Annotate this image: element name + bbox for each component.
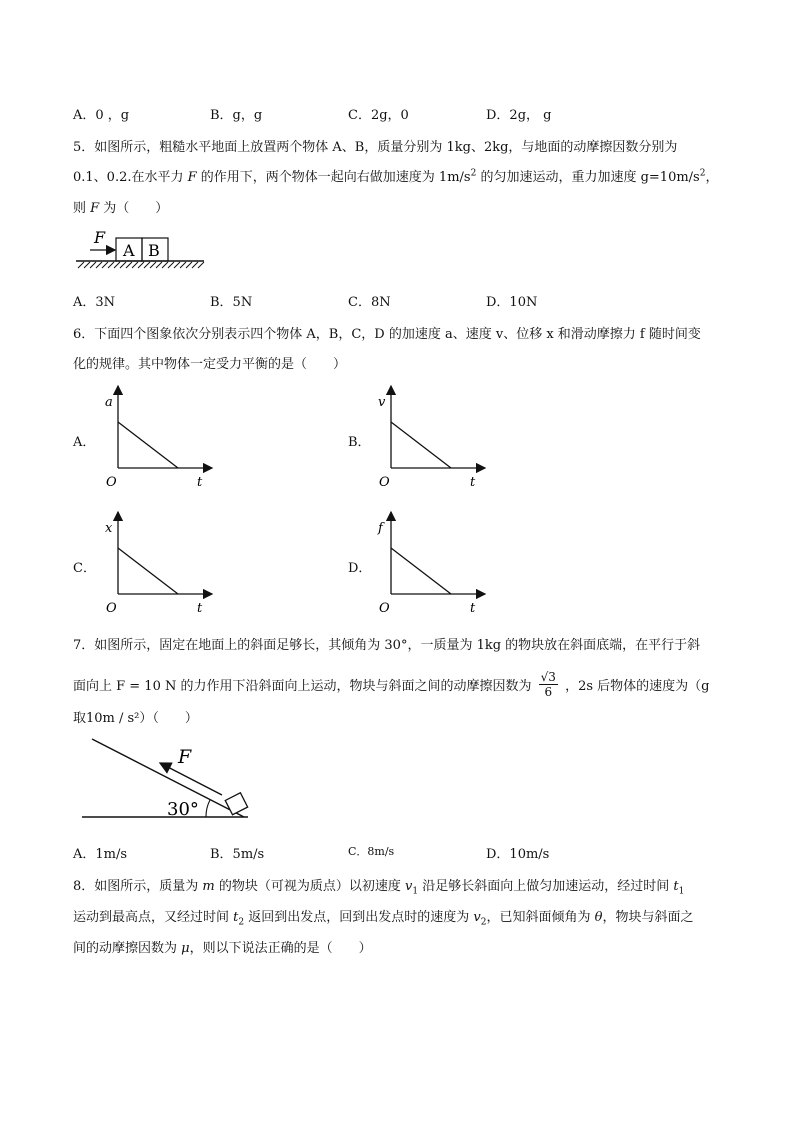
q4-option-c: C．2g，0: [348, 108, 409, 123]
q7-incline-figure: [78, 736, 258, 822]
q6-graph-a-xlabel: t: [197, 475, 203, 490]
q8-line1-part-a: 8．如图所示，质量为: [73, 879, 203, 894]
q6-graph-d-xlabel: t: [470, 601, 476, 616]
q7-option-b: B．5m/s: [210, 847, 265, 862]
q5-option-a: A．3N: [73, 295, 116, 310]
q8-line2-part-c: ，已知斜面倾角为: [486, 910, 595, 925]
q7-angle-arc: [206, 800, 210, 817]
q5-force-symbol: F: [187, 170, 197, 185]
q4-option-a: A．0 ，g: [73, 108, 130, 123]
q4-option-b: B．g，g: [210, 108, 263, 123]
q5-line2-part-d: ，: [705, 170, 719, 185]
q5-text-line2: [73, 166, 718, 185]
q8-v2-symbol: v: [473, 910, 481, 925]
q5-option-b: B．5N: [210, 295, 253, 310]
q8-line1-part-c: 沿足够长斜面向上做匀加速运动，经过时间: [418, 879, 674, 894]
q6-graph-d-origin: O: [379, 601, 390, 616]
q7-option-c: C．8m/s: [348, 845, 395, 858]
q8-text-line2: [73, 906, 693, 928]
q8-text-line1: [73, 875, 684, 897]
q5-exponent: 2: [470, 168, 477, 179]
q5-line2-part-c: 的匀加速运动，重力加速度 g=10m/s: [476, 170, 700, 185]
q8-t2-subscript: 2: [238, 917, 245, 928]
q6-graph-c-xlabel: t: [197, 601, 203, 616]
q6-graph-a-label: A．: [73, 435, 96, 450]
q8-theta-symbol: θ: [594, 910, 603, 925]
q7-line2-part-a: 面向上 F = 10 N 的力作用下沿斜面向上运动，物块与斜面之间的动摩擦因数为: [73, 679, 532, 694]
q6-graph-c-origin: O: [106, 601, 117, 616]
q5-exponent-2: 2: [699, 168, 706, 179]
q7-angle-label: 30°: [167, 799, 199, 820]
q5-line2-part-b: 的作用下，两个物体一起向右做加速度为 1m/s: [196, 170, 471, 185]
q5-option-d: D．10N: [486, 295, 538, 310]
q7-fraction: [539, 670, 558, 699]
q7-block: [225, 793, 247, 815]
q6-graph-d-line: [391, 548, 451, 594]
q6-graph-c-line: [118, 548, 178, 594]
q6-graph-a-origin: O: [106, 475, 117, 490]
q8-line2-part-a: 运动到最高点，又经过时间: [73, 910, 234, 925]
q6-graph-c-label: C．: [73, 561, 96, 576]
q8-line1-part-b: 的物块（可视为质点）以初速度: [214, 879, 405, 894]
q8-line2-part-d: ，物块与斜面之: [602, 910, 694, 925]
q7-force-label: F: [178, 746, 192, 768]
q5-blocks-figure: [72, 226, 208, 272]
q6-graph-d-ylabel: f: [378, 521, 383, 536]
q6-text-line1: 6．下面四个图象依次分别表示四个物体 A，B，C，D 的加速度 a、速度 v、位移 x 和滑动摩擦力 f 随时间变: [73, 327, 701, 342]
q6-graph-b-line: [391, 422, 451, 468]
q8-text-line3: [73, 937, 372, 956]
q8-t2-symbol: t: [233, 910, 239, 925]
q5-force-label: F: [94, 228, 106, 247]
q5-ground-hatching: [78, 262, 204, 268]
q6-graph-b-ylabel: v: [378, 395, 386, 410]
q7-fraction-numerator: √3: [540, 670, 556, 684]
q8-t1-subscript: 1: [678, 886, 685, 897]
q5-line3-part-b: 为（ ）: [99, 201, 169, 216]
q6-graph-a: [100, 382, 220, 492]
q5-force-symbol-2: F: [90, 201, 100, 216]
q6-graph-d: [373, 508, 493, 618]
q5-line3-part-a: 则: [73, 201, 91, 216]
q4-option-d: D．2g， g: [486, 108, 552, 123]
q5-text-line3: [73, 197, 168, 216]
q6-graph-c-ylabel: x: [105, 521, 113, 536]
q5-block-a-label: A: [123, 241, 135, 260]
q7-option-d: D．10m/s: [486, 847, 550, 862]
q7-option-a: A．1m/s: [73, 847, 128, 862]
q6-graph-a-ylabel: a: [105, 395, 113, 410]
q7-text-line3: 取10m / s²）（ ）: [73, 711, 198, 726]
q8-v2-subscript: 2: [480, 917, 487, 928]
q8-mass-symbol: m: [202, 879, 215, 894]
q6-graph-d-label: D．: [348, 561, 372, 576]
q7-fraction-denominator: 6: [544, 685, 553, 699]
q6-graph-b-label: B．: [348, 435, 371, 450]
q6-graph-a-line: [118, 422, 178, 468]
q6-graph-b-xlabel: t: [470, 475, 476, 490]
q8-line3-part-a: 间的动摩擦因数为: [73, 941, 182, 956]
q8-line3-part-b: ，则以下说法正确的是（ ）: [189, 941, 372, 956]
q6-graph-b-origin: O: [379, 475, 390, 490]
q8-mu-symbol: μ: [181, 941, 190, 956]
q6-text-line2: 化的规律。其中物体一定受力平衡的是（ ）: [73, 357, 347, 372]
q7-text-line1: 7．如图所示，固定在地面上的斜面足够长，其倾角为 30°，一质量为 1kg 的物块放在斜面底端，在平行于斜: [73, 638, 701, 653]
q6-graph-c: [100, 508, 220, 618]
q5-text-line1: 5．如图所示，粗糙水平地面上放置两个物体 A、B，质量分别为 1kg、2kg，与地面的动摩擦因数分别为: [73, 140, 678, 155]
q5-line2-part-a: 0.1、0.2.在水平力: [73, 170, 188, 185]
q8-t1-symbol: t: [673, 879, 679, 894]
q7-line2-part-b: ，2s 后物体的速度为（g: [565, 679, 710, 694]
q5-block-b-label: B: [148, 241, 160, 260]
q8-v1-symbol: v: [405, 879, 413, 894]
q8-line2-part-b: 返回到出发点，回到出发点时的速度为: [244, 910, 474, 925]
q8-v1-subscript: 1: [412, 886, 419, 897]
q6-graph-b: [373, 382, 493, 492]
q5-option-c: C．8N: [348, 295, 391, 310]
q7-text-line2: [73, 672, 709, 701]
